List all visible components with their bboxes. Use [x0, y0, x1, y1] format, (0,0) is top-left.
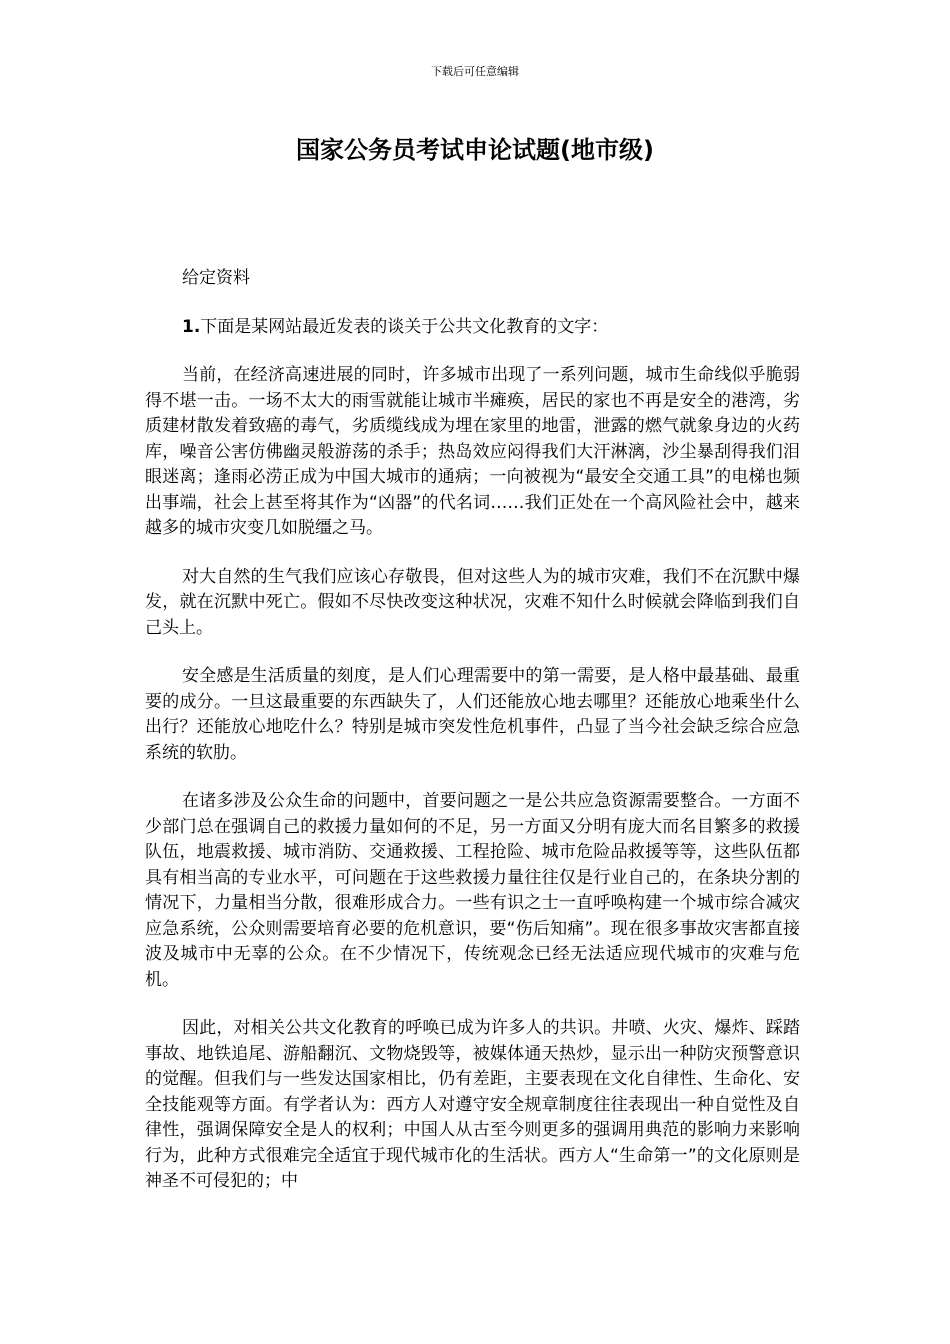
document-title: 国家公务员考试申论试题(地市级): [296, 136, 654, 164]
item-1-text: 下面是某网站最近发表的谈关于公共文化教育的文字：: [200, 316, 609, 337]
paragraph: 对大自然的生气我们应该心存敬畏，但对这些人为的城市灾难，我们不在沉默中爆发，就在沉默中死亡。假如不尽快改变这种状况，灾难不知什么时候就会降临到我们自己头上。: [145, 566, 800, 638]
item-1-number: 1.: [182, 316, 201, 337]
download-note: 下载后可任意编辑: [431, 65, 519, 78]
document-body: [145, 266, 800, 1195]
paragraph: 在诸多涉及公众生命的问题中，首要问题之一是公共应急资源需要整合。一方面不少部门总在强调自己的救援力量如何的不足，另一方面又分明有庞大而名目繁多的救援队伍，地震救援、城市消防、交通救援、工程抢险、城市危险品救援等等，这些队伍都具有相当高的专业水平，可问题在于这些救援力量往往仅是行业自己的，在条块分割的情况下，力量相当分散，很难形成合力。一些有识之士一直呼唤构建一个城市综合减灾应急系统，公众则需要培育必要的危机意识，要“伤后知痛”。现在很多事故灾害都直接波及城市中无辜的公众。在不少情况下，传统观念已经无法适应现代城市的灾难与危机。: [145, 791, 800, 990]
section-label: 给定资料: [182, 268, 250, 288]
item-1-heading: [145, 315, 800, 341]
paragraph: 当前，在经济高速进展的同时，许多城市出现了一系列问题，城市生命线似乎脆弱得不堪一击。一场不太大的雨雪就能让城市半瘫痪，居民的家也不再是安全的港湾，劣质建材散发着致癌的毒气，劣质缆线成为埋在家里的地雷，泄露的燃气就象身边的火药库，噪音公害仿佛幽灵般游荡的杀手；热岛效应闷得我们大汗淋漓，沙尘暴刮得我们泪眼迷离；逢雨必涝正成为中国大城市的通病；一向被视为“最安全交通工具”的电梯也频出事端，社会上甚至将其作为“凶器”的代名词……我们正处在一个高风险社会中，越来越多的城市灾变几如脱缰之马。: [145, 365, 800, 538]
paragraph: 因此，对相关公共文化教育的呼唤已成为许多人的共识。井喷、火灾、爆炸、踩踏事故、地铁追尾、游船翻沉、文物烧毁等，被媒体通天热炒，显示出一种防灾预警意识的觉醒。但我们与一些发达国家相比，仍有差距，主要表现在文化自律性、生命化、安全技能观等方面。有学者认为：西方人对遵守安全规章制度往往表现出一种自觉性及自律性，强调保障安全是人的权利；中国人从古至今则更多的强调用典范的影响力来影响行为，此种方式很难完全适宜于现代城市化的生活状。西方人“生命第一”的文化原则是神圣不可侵犯的；中: [145, 1018, 800, 1191]
paragraph: 安全感是生活质量的刻度，是人们心理需要中的第一需要，是人格中最基础、最重要的成分。一旦这最重要的东西缺失了，人们还能放心地去哪里？还能放心地乘坐什么出行？还能放心地吃什么？特别是城市突发性危机事件，凸显了当今社会缺乏综合应急系统的软肋。: [145, 666, 800, 763]
